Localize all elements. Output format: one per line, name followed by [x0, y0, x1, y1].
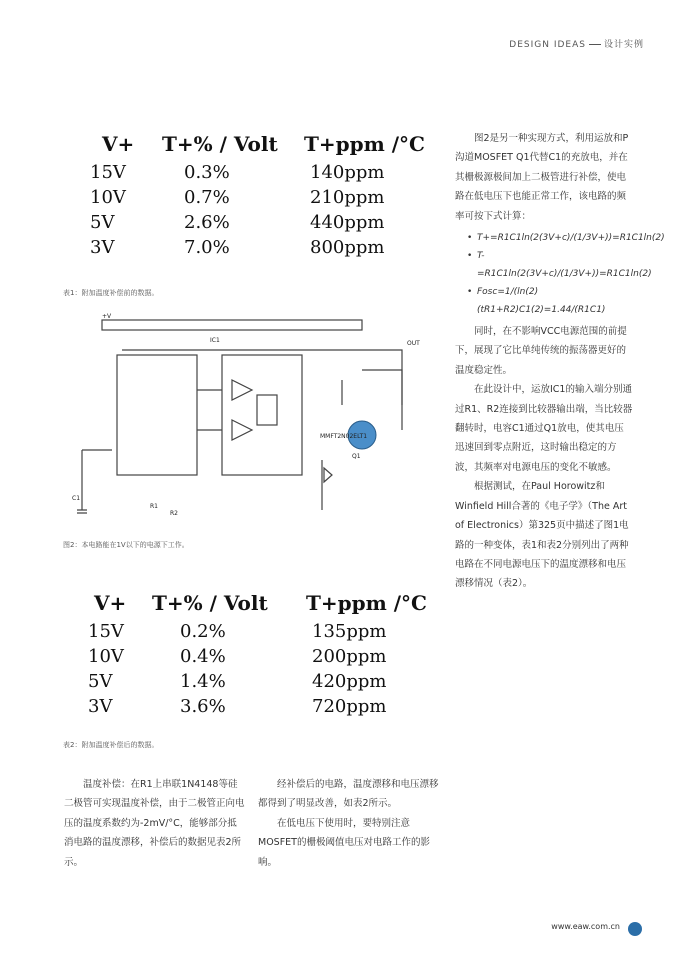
table-header-cell: T+% / Volt — [162, 132, 278, 156]
left-column — [64, 775, 246, 872]
table-cell: 3V — [90, 237, 115, 258]
schematic-label: R2 — [170, 510, 178, 517]
table-cell: 440ppm — [310, 212, 385, 233]
table-cell: 10V — [90, 187, 126, 208]
circuit-schematic — [62, 310, 442, 542]
paragraph: 根据测试，在Paul Horowitz和Winfield Hill合著的《电子学》（The Art of Electronics）第325页中描述了图1电路的一种变体，表1和表2分别列出了两种电路在不同电源电压下的温度漂移和电压漂移情况（表2）。 — [455, 481, 629, 590]
table-cell: 0.4% — [180, 646, 226, 667]
formula-list — [467, 229, 665, 319]
table-cell: 200ppm — [312, 646, 387, 667]
data-table-1 — [88, 132, 438, 272]
table-cell: 7.0% — [184, 237, 230, 258]
right-column — [455, 129, 665, 594]
schematic-label: Q1 — [352, 453, 361, 460]
table-cell: 0.3% — [184, 162, 230, 183]
table-header-cell: T+% / Volt — [152, 591, 268, 615]
table-header-cell: T+ppm /°C — [306, 591, 427, 615]
table-cell: 140ppm — [310, 162, 385, 183]
section-header: DESIGN IDEAS 设计实例 — [509, 40, 644, 50]
paragraph: 在此设计中，运放IC1的输入端分别通过R1、R2连接到比较器输出端，当比较器翻转时，电容C1通过Q1放电，使其电压迅速回到零点附近，这时输出稳定的方波，其频率对电源电压的变化不敏感。 — [455, 384, 633, 473]
table-header-cell: V+ — [94, 591, 127, 615]
paragraph: 经补偿后的电路，温度漂移和电压漂移都得到了明显改善，如表2所示。 — [258, 779, 439, 810]
formula: • T+=R1C1ln(2(3V+c)/(1/3V+))=R1C1ln(2) — [467, 229, 633, 247]
formula: • Fosc=1/(ln(2)(tR1+R2)C1(2)=1.44/(R1C1) — [467, 283, 633, 319]
table2-caption: 表2：附加温度补偿后的数据。 — [63, 741, 159, 749]
footer-url: www.eaw.com.cn — [551, 922, 620, 931]
middle-column — [258, 775, 440, 872]
data-table-2 — [88, 591, 438, 731]
figure-caption: 图2：本电路能在1V以下的电源下工作。 — [63, 541, 189, 549]
table-cell: 210ppm — [310, 187, 385, 208]
table-cell: 15V — [90, 162, 126, 183]
table-row — [88, 210, 438, 235]
paragraph: 在低电压下使用时，要特别注意MOSFET的栅极阈值电压对电路工作的影响。 — [258, 817, 430, 868]
table-row — [88, 160, 438, 185]
formula: • T-=R1C1ln(2(3V+c)/(1/3V+))=R1C1ln(2) — [467, 247, 633, 283]
table-cell: 135ppm — [312, 621, 387, 642]
table-row — [88, 185, 438, 210]
paragraph: 图2是另一种实现方式，利用运放和P沟道MOSFET Q1代替C1的充放电，并在其栅极源极间加上二极管进行补偿，使电路在低电压下也能正常工作，该电路的频率可按下式计算： — [455, 133, 629, 222]
table-header-cell: T+ppm /°C — [304, 132, 425, 156]
table-row — [88, 669, 438, 694]
table-cell: 15V — [88, 621, 124, 642]
table-cell: 3V — [88, 696, 113, 717]
schematic-label: IC1 — [210, 337, 220, 344]
table-cell: 5V — [90, 212, 115, 233]
schematic-label: C1 — [72, 495, 81, 502]
table-row — [88, 235, 438, 260]
table1-caption: 表1：附加温度补偿前的数据。 — [63, 289, 159, 297]
table-cell: 0.2% — [180, 621, 226, 642]
table-cell: 2.6% — [184, 212, 230, 233]
table-row — [88, 619, 438, 644]
table-cell: 0.7% — [184, 187, 230, 208]
schematic-label: OUT — [407, 340, 420, 347]
table-cell: 5V — [88, 671, 113, 692]
schematic-label: +V — [102, 313, 112, 320]
schematic-label: MMFT2N02ELT1 — [320, 433, 368, 440]
paragraph: 同时，在不影响VCC电源范围的前提下，展现了它比单纯传统的振荡器更好的温度稳定性。 — [455, 326, 627, 376]
table-cell: 1.4% — [180, 671, 226, 692]
table-cell: 3.6% — [180, 696, 226, 717]
table-header-cell: V+ — [102, 132, 135, 156]
table-cell: 720ppm — [312, 696, 387, 717]
table-cell: 10V — [88, 646, 124, 667]
paragraph: 温度补偿：在R1上串联1N4148等硅二极管可实现温度补偿，由于二极管正向电压的温度系数约为-2mV/°C，能够部分抵消电路的温度漂移，补偿后的数据见表2所示。 — [64, 779, 245, 868]
table-cell: 420ppm — [312, 671, 387, 692]
schematic-label: R1 — [150, 503, 158, 510]
table-row — [88, 644, 438, 669]
page-marker-icon — [628, 922, 642, 936]
table-cell: 800ppm — [310, 237, 385, 258]
table-row — [88, 694, 438, 719]
